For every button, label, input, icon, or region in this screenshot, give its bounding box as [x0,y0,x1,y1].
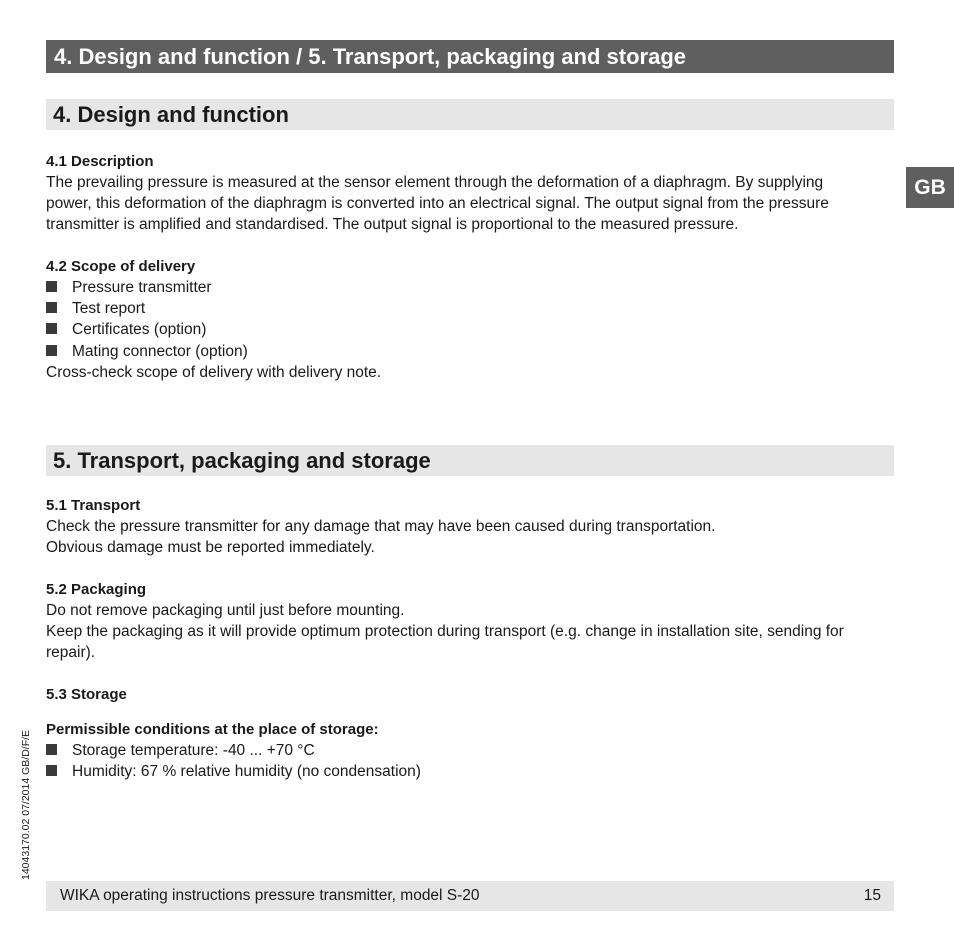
packaging-line-3: repair). [46,644,96,661]
scope-note: Cross-check scope of delivery with delivery note. [46,364,382,381]
footer-text: WIKA operating instructions pressure transmitter, model S-20 [60,887,480,904]
bullet-square-icon [46,765,57,776]
list-item-label: Pressure transmitter [72,279,212,296]
list-item [46,740,315,761]
list-item-label: Certificates (option) [72,321,207,338]
transport-line-1: Check the pressure transmitter for any damage that may have been caused during transportation. [46,518,716,535]
list-item-label: Test report [72,300,146,317]
section-5-title: 5. Transport, packaging and storage [46,445,894,476]
bullet-square-icon [46,345,57,356]
list-item-label: Storage temperature: -40 ... +70 °C [72,742,315,759]
list-item [46,277,212,298]
storage-conditions-heading: Permissible conditions at the place of storage: [46,721,379,738]
transport-line-2: Obvious damage must be reported immediately. [46,539,375,556]
list-item-label: Humidity: 67 % relative humidity (no condensation) [72,763,421,780]
heading-4-1: 4.1 Description [46,153,154,170]
bullet-square-icon [46,302,57,313]
heading-4-2: 4.2 Scope of delivery [46,258,196,275]
description-line-3: transmitter is amplified and standardised. The output signal is proportional to the measured pressure. [46,216,739,233]
list-item [46,319,206,340]
list-item-label: Mating connector (option) [72,343,248,360]
list-item [46,341,248,362]
bullet-square-icon [46,323,57,334]
section-4-title: 4. Design and function [46,99,894,130]
language-tab: GB [906,167,954,208]
list-item [46,761,421,782]
page-header-bar [46,40,894,73]
heading-5-2: 5.2 Packaging [46,581,147,598]
packaging-line-2: Keep the packaging as it will provide optimum protection during transport (e.g. change in installation site, sending for [46,623,844,640]
packaging-line-1: Do not remove packaging until just before mounting. [46,602,405,619]
bullet-square-icon [46,744,57,755]
heading-5-3: 5.3 Storage [46,686,127,703]
page-footer [46,881,894,911]
bullet-square-icon [46,281,57,292]
document-code: 14043170.02 07/2014 GB/D/F/E [20,729,32,880]
description-line-1: The prevailing pressure is measured at the sensor element through the deformation of a diaphragm. By supplying [46,174,824,191]
page-header-title: 4. Design and function / 5. Transport, packaging and storage [54,44,686,69]
list-item [46,298,145,319]
description-line-2: power, this deformation of the diaphragm is converted into an electrical signal. The output signal from the pressure [46,195,829,212]
heading-5-1: 5.1 Transport [46,497,141,514]
page-number: 15 [863,887,881,904]
